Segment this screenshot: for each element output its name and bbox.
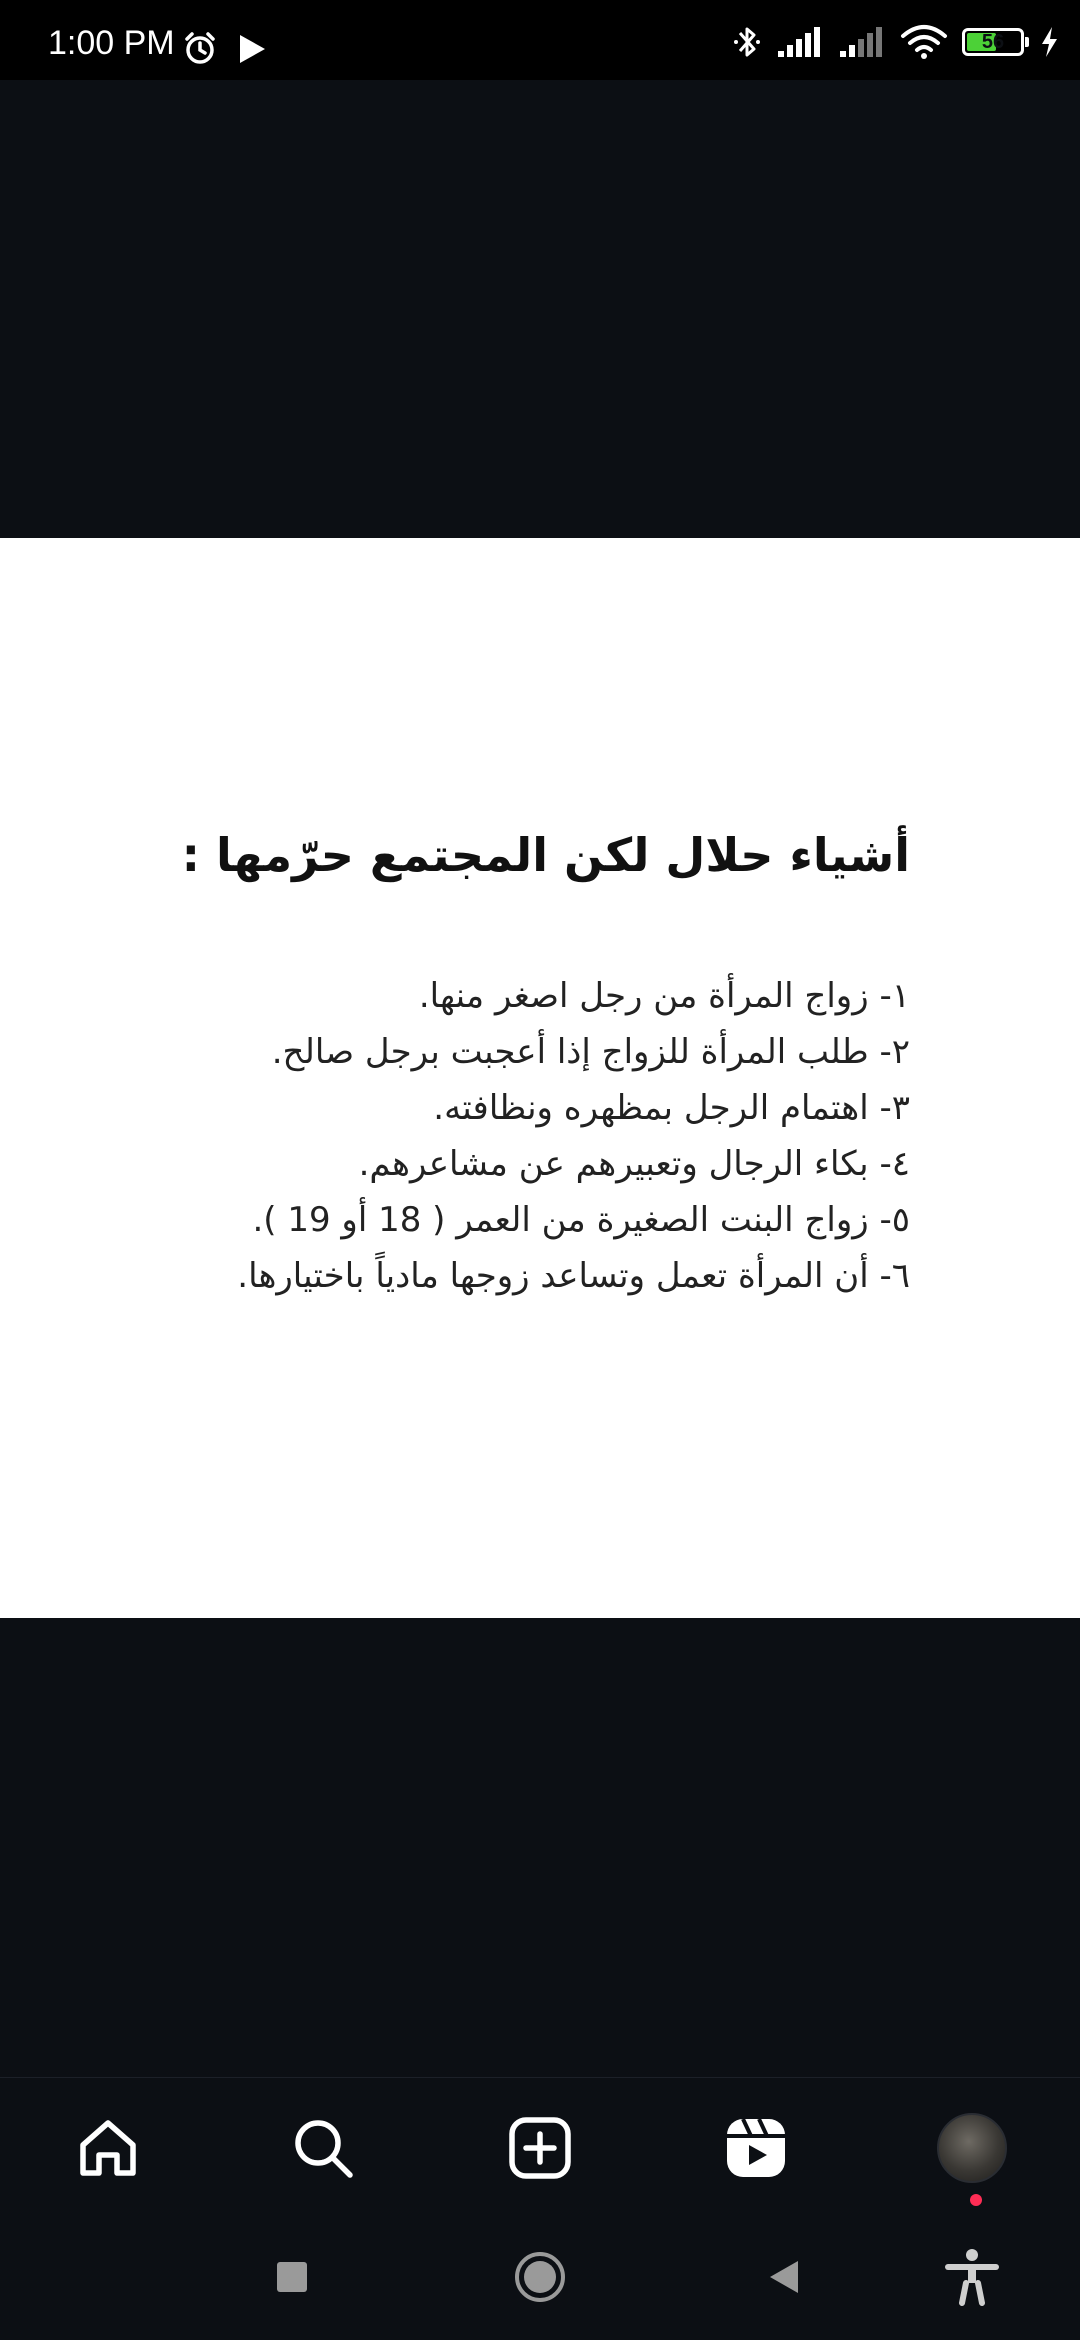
post-viewer[interactable] bbox=[0, 80, 1080, 2080]
wifi-icon bbox=[900, 24, 948, 60]
post-list-item: ٤- بكاء الرجال وتعبيرهم عن مشاعرهم. bbox=[358, 1144, 910, 1184]
nav-home[interactable] bbox=[68, 2108, 148, 2188]
nav-search[interactable] bbox=[283, 2108, 363, 2188]
status-bar bbox=[0, 0, 1080, 80]
accessibility-icon bbox=[944, 2247, 1000, 2307]
status-icons bbox=[732, 22, 1060, 62]
alarm-icon bbox=[182, 30, 218, 66]
create-post-icon bbox=[507, 2115, 573, 2181]
post-list-item: ٢- طلب المرأة للزواج إذا أعجبت برجل صالح. bbox=[271, 1032, 910, 1072]
home-icon bbox=[75, 2115, 141, 2181]
system-nav-bar bbox=[0, 2215, 1080, 2340]
home-circle-icon bbox=[513, 2250, 567, 2304]
back-button[interactable] bbox=[752, 2245, 816, 2309]
post-image[interactable] bbox=[0, 538, 1080, 1618]
recents-icon bbox=[274, 2259, 310, 2295]
signal-icon bbox=[776, 25, 824, 59]
nav-create[interactable] bbox=[500, 2108, 580, 2188]
back-icon bbox=[764, 2257, 804, 2297]
bluetooth-icon bbox=[732, 23, 762, 61]
accessibility-button[interactable] bbox=[940, 2245, 1004, 2309]
search-icon bbox=[290, 2115, 356, 2181]
post-list-item: ٥- زواج البنت الصغيرة من العمر ( 18 أو 19 ). bbox=[252, 1200, 910, 1240]
charging-icon bbox=[1038, 25, 1060, 59]
post-list bbox=[237, 968, 910, 1304]
post-list-item: ٦- أن المرأة تعمل وتساعد زوجها مادياً باختيارها. bbox=[237, 1256, 910, 1296]
battery-icon bbox=[962, 28, 1024, 56]
home-button[interactable] bbox=[508, 2245, 572, 2309]
post-title: أشياء حلال لكن المجتمع حرّمها : bbox=[181, 828, 910, 882]
bottom-nav bbox=[0, 2077, 1080, 2216]
status-time: 1:00 PM bbox=[48, 24, 175, 62]
play-icon bbox=[236, 32, 268, 66]
recents-button[interactable] bbox=[260, 2245, 324, 2309]
profile-avatar bbox=[937, 2113, 1007, 2183]
notification-dot bbox=[970, 2194, 982, 2206]
post-list-item: ٣- اهتمام الرجل بمظهره ونظافته. bbox=[433, 1088, 910, 1128]
nav-reels[interactable] bbox=[716, 2108, 796, 2188]
nav-profile[interactable] bbox=[932, 2108, 1012, 2188]
signal-icon-2 bbox=[838, 25, 886, 59]
battery-level: 56 bbox=[981, 30, 1005, 53]
post-list-item: ١- زواج المرأة من رجل اصغر منها. bbox=[418, 976, 910, 1016]
reels-icon bbox=[723, 2115, 789, 2181]
